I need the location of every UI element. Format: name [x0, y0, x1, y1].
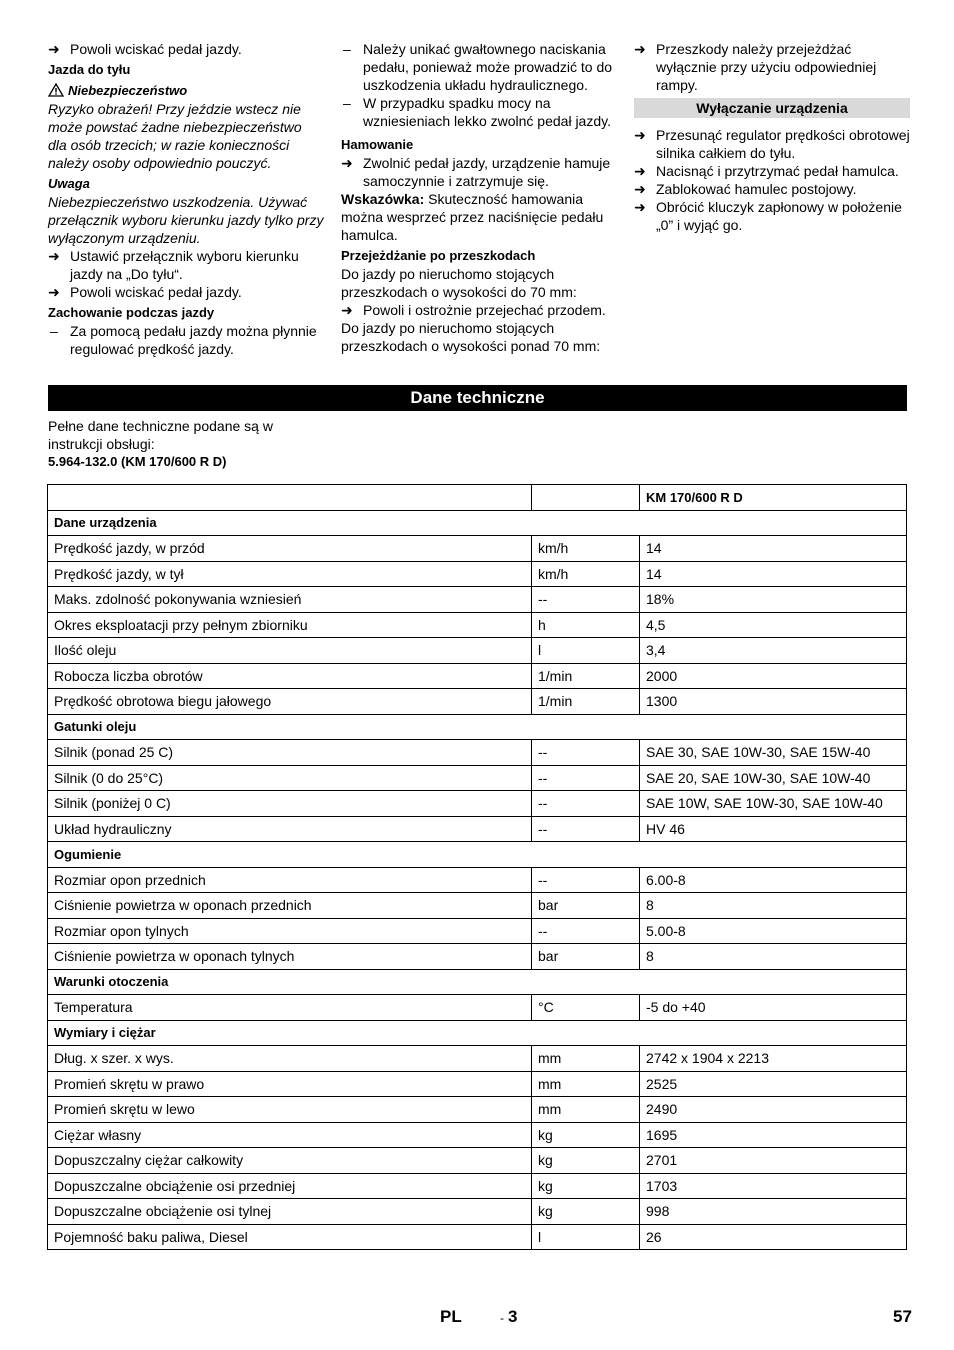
cell-label: Maks. zdolność pokonywania wzniesień	[48, 587, 532, 613]
cell-label: Promień skrętu w lewo	[48, 1097, 532, 1123]
section-heading-reverse: Jazda do tyłu	[48, 62, 131, 77]
header-cell-model: KM 170/600 R D	[640, 485, 907, 511]
table-row	[48, 867, 907, 893]
cell-unit: kg	[532, 1148, 640, 1174]
table-section-row	[48, 510, 907, 536]
danger-text: Ryzyko obrażeń! Przy jeździe wstecz nie może powstać żadne niebezpieczeństwo dla osób trzecich; w razie konieczności należy osoby odpowiednio pouczyć.	[48, 101, 302, 171]
cell-label: Silnik (ponad 25 C)	[48, 740, 532, 766]
cell-unit: bar	[532, 893, 640, 919]
table-header-row	[48, 485, 907, 511]
table-row	[48, 1122, 907, 1148]
cell-unit: °C	[532, 995, 640, 1021]
cell-label: Dopuszczalne obciążenie osi tylnej	[48, 1199, 532, 1225]
technical-data-body	[48, 485, 907, 1250]
cell-unit: km/h	[532, 536, 640, 562]
cell-label: Ciśnienie powietrza w oponach tylnych	[48, 944, 532, 970]
cell-value: SAE 10W, SAE 10W-30, SAE 10W-40	[640, 791, 907, 817]
section-title-cell: Gatunki oleju	[48, 714, 907, 740]
dash-bullet: –	[343, 95, 351, 111]
cell-unit: --	[532, 765, 640, 791]
obstacles-text-2: Do jazdy po nieruchomo stojących przeszkodach o wysokości ponad 70 mm:	[341, 320, 601, 354]
cell-label: Silnik (poniżej 0 C)	[48, 791, 532, 817]
list-item: ➜ Powoli i ostrożnie przejechać przodem.	[341, 302, 606, 318]
cell-label: Ciężar własny	[48, 1122, 532, 1148]
model-number: 5.964-132.0 (KM 170/600 R D)	[48, 454, 227, 469]
cell-value: 14	[640, 536, 907, 562]
list-item: ➜ Przesunąć regulator prędkości obrotowej silnika całkiem do tyłu.	[634, 127, 910, 161]
arrow-right-icon: ➜	[341, 155, 353, 171]
cell-value: 2000	[640, 663, 907, 689]
cell-label: Rozmiar opon tylnych	[48, 918, 532, 944]
cell-label: Silnik (0 do 25°C)	[48, 765, 532, 791]
cell-value: -5 do +40	[640, 995, 907, 1021]
cell-label: Ciśnienie powietrza w oponach przednich	[48, 893, 532, 919]
cell-value: 3,4	[640, 638, 907, 664]
section-heading-obstacles: Przejeżdżanie po przeszkodach	[341, 248, 536, 263]
cell-unit: kg	[532, 1199, 640, 1225]
cell-label: Dług. x szer. x wys.	[48, 1046, 532, 1072]
table-row	[48, 1224, 907, 1250]
dash-item: – Należy unikać gwałtownego naciskania pedału, ponieważ może prowadzić to do uszkodzenia układu hydraulicznego.	[343, 41, 613, 93]
obstacles-text-1: Do jazdy po nieruchomo stojących przeszkodach o wysokości do 70 mm:	[341, 266, 577, 300]
cell-unit: km/h	[532, 561, 640, 587]
cell-value: 2742 x 1904 x 2213	[640, 1046, 907, 1072]
table-row	[48, 944, 907, 970]
table-section-row	[48, 1020, 907, 1046]
table-row	[48, 612, 907, 638]
cell-label: Pojemność baku paliwa, Diesel	[48, 1224, 532, 1250]
list-item: ➜ Powoli wciskać pedał jazdy.	[48, 284, 242, 300]
arrow-right-icon: ➜	[634, 127, 646, 143]
list-item: ➜ Nacisnąć i przytrzymać pedał hamulca.	[634, 163, 899, 179]
cell-unit: 1/min	[532, 689, 640, 715]
list-item: ➜ Zablokować hamulec postojowy.	[634, 181, 857, 197]
table-row	[48, 1071, 907, 1097]
cell-value: 1695	[640, 1122, 907, 1148]
note-text: Niebezpieczeństwo uszkodzenia. Używać przełącznik wyboru kierunku jazdy tylko przy wyłączonym urządzeniu.	[48, 194, 324, 246]
table-row	[48, 816, 907, 842]
cell-value: 1703	[640, 1173, 907, 1199]
section-title-cell: Wymiary i ciężar	[48, 1020, 907, 1046]
table-row	[48, 1097, 907, 1123]
technical-intro	[48, 417, 308, 471]
hint-paragraph: Wskazówka: Skuteczność hamowania można wesprzeć przez naciśnięcie pedału hamulca.	[341, 191, 604, 243]
section-title-technical-data: Dane techniczne	[48, 385, 907, 411]
table-row	[48, 663, 907, 689]
cell-value: 26	[640, 1224, 907, 1250]
cell-value: 1300	[640, 689, 907, 715]
danger-label: Niebezpieczeństwo	[48, 82, 324, 100]
shutdown-heading: Wyłączanie urządzenia	[634, 98, 910, 118]
footer-page-number: 57	[893, 1307, 912, 1326]
technical-data-table	[47, 484, 907, 1250]
table-row	[48, 791, 907, 817]
cell-unit: l	[532, 638, 640, 664]
table-section-row	[48, 969, 907, 995]
arrow-right-icon: ➜	[48, 284, 60, 300]
arrow-right-icon: ➜	[634, 199, 646, 215]
footer-section-page: - 3	[500, 1307, 518, 1326]
cell-value: 14	[640, 561, 907, 587]
arrow-right-icon: ➜	[634, 41, 646, 57]
cell-unit: --	[532, 867, 640, 893]
cell-value: 18%	[640, 587, 907, 613]
cell-label: Ilość oleju	[48, 638, 532, 664]
dash-bullet: –	[50, 323, 58, 339]
cell-value: SAE 30, SAE 10W-30, SAE 15W-40	[640, 740, 907, 766]
section-heading-behaviour: Zachowanie podczas jazdy	[48, 305, 215, 320]
table-row	[48, 536, 907, 562]
header-cell-label	[48, 485, 532, 511]
cell-unit: l	[532, 1224, 640, 1250]
footer-language: PL	[440, 1307, 462, 1326]
cell-label: Okres eksploatacji przy pełnym zbiorniku	[48, 612, 532, 638]
table-section-row	[48, 842, 907, 868]
cell-unit: --	[532, 740, 640, 766]
arrow-right-icon: ➜	[341, 302, 353, 318]
cell-label: Dopuszczalny ciężar całkowity	[48, 1148, 532, 1174]
cell-label: Prędkość jazdy, w przód	[48, 536, 532, 562]
note-label: Uwaga	[48, 176, 90, 191]
cell-label: Dopuszczalne obciążenie osi przedniej	[48, 1173, 532, 1199]
cell-unit: 1/min	[532, 663, 640, 689]
cell-unit: mm	[532, 1071, 640, 1097]
table-row	[48, 1173, 907, 1199]
table-row	[48, 893, 907, 919]
cell-label: Promień skrętu w prawo	[48, 1071, 532, 1097]
list-item: ➜ Zwolnić pedał jazdy, urządzenie hamuje samoczynnie i zatrzymuje się.	[341, 155, 611, 189]
arrow-right-icon: ➜	[634, 163, 646, 179]
list-item: ➜ Ustawić przełącznik wyboru kierunku jazdy na „Do tyłu“.	[48, 248, 299, 282]
arrow-right-icon: ➜	[634, 181, 646, 197]
cell-value: 4,5	[640, 612, 907, 638]
cell-label: Rozmiar opon przednich	[48, 867, 532, 893]
table-row	[48, 689, 907, 715]
cell-value: 6.00-8	[640, 867, 907, 893]
cell-value: HV 46	[640, 816, 907, 842]
cell-value: 2490	[640, 1097, 907, 1123]
cell-unit: --	[532, 816, 640, 842]
cell-unit: --	[532, 587, 640, 613]
dash-bullet: –	[343, 41, 351, 57]
list-item: ➜ Powoli wciskać pedał jazdy.	[48, 41, 242, 57]
cell-unit: mm	[532, 1046, 640, 1072]
cell-unit: mm	[532, 1097, 640, 1123]
cell-unit: kg	[532, 1173, 640, 1199]
cell-label: Prędkość jazdy, w tył	[48, 561, 532, 587]
arrow-right-icon: ➜	[48, 248, 60, 264]
table-row	[48, 995, 907, 1021]
table-row	[48, 587, 907, 613]
list-item: ➜ Przeszkody należy przejeżdżać wyłącznie przy użyciu odpowiedniej rampy.	[634, 41, 877, 93]
cell-value: 8	[640, 893, 907, 919]
arrow-right-icon: ➜	[48, 41, 60, 57]
table-row	[48, 1046, 907, 1072]
hint-label: Wskazówka:	[341, 191, 425, 207]
column-left	[48, 40, 324, 358]
table-row	[48, 740, 907, 766]
dash-item: – Za pomocą pedału jazdy można płynnie regulować prędkość jazdy.	[50, 323, 317, 357]
cell-unit: --	[532, 791, 640, 817]
table-row	[48, 918, 907, 944]
cell-unit: h	[532, 612, 640, 638]
cell-label: Układ hydrauliczny	[48, 816, 532, 842]
cell-label: Temperatura	[48, 995, 532, 1021]
section-title-cell: Dane urządzenia	[48, 510, 907, 536]
cell-value: 5.00-8	[640, 918, 907, 944]
cell-value: SAE 20, SAE 10W-30, SAE 10W-40	[640, 765, 907, 791]
table-row	[48, 561, 907, 587]
cell-unit: bar	[532, 944, 640, 970]
section-heading-braking: Hamowanie	[341, 137, 414, 152]
dash-item: – W przypadku spadku mocy na wzniesieniach lekko zwolnć pedał jazdy.	[343, 95, 611, 129]
cell-value: 2701	[640, 1148, 907, 1174]
table-row	[48, 765, 907, 791]
section-title-cell: Warunki otoczenia	[48, 969, 907, 995]
list-item: ➜ Obrócić kluczyk zapłonowy w położenie „0” i wyjąć go.	[634, 199, 902, 233]
table-section-row	[48, 714, 907, 740]
warning-triangle-icon	[48, 83, 64, 97]
table-row	[48, 638, 907, 664]
section-title-cell: Ogumienie	[48, 842, 907, 868]
cell-value: 8	[640, 944, 907, 970]
column-middle	[341, 40, 617, 355]
table-row	[48, 1199, 907, 1225]
table-row	[48, 1148, 907, 1174]
cell-value: 998	[640, 1199, 907, 1225]
header-cell-unit	[532, 485, 640, 511]
column-right	[634, 40, 910, 234]
cell-unit: kg	[532, 1122, 640, 1148]
cell-value: 2525	[640, 1071, 907, 1097]
cell-unit: --	[532, 918, 640, 944]
cell-label: Robocza liczba obrotów	[48, 663, 532, 689]
cell-label: Prędkość obrotowa biegu jałowego	[48, 689, 532, 715]
intro-text: Pełne dane techniczne podane są w instrukcji obsługi:	[48, 418, 273, 452]
